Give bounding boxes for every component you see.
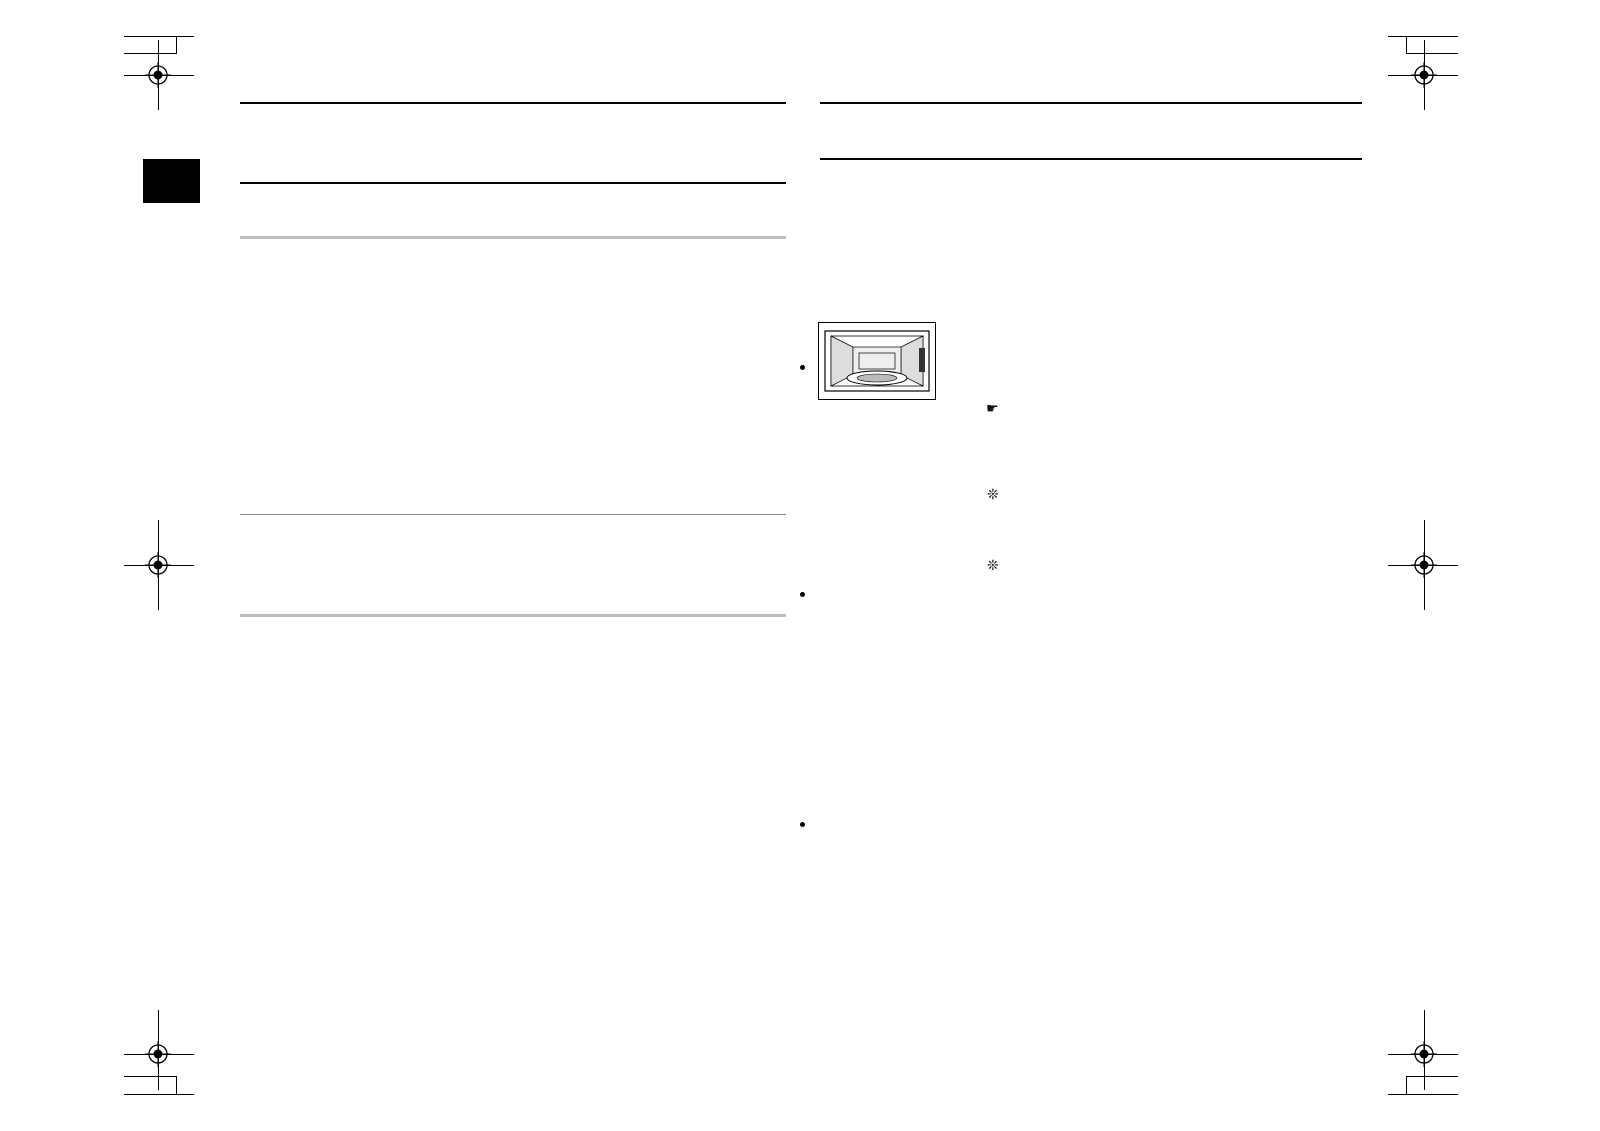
table-top-rule	[240, 236, 786, 239]
title-bottom-rule	[820, 158, 1362, 160]
registration-target-icon	[1411, 62, 1437, 88]
attention-star-icon: ❊	[987, 486, 999, 502]
fold-dot	[800, 822, 805, 827]
microwave-illustration	[818, 322, 936, 400]
title-bottom-rule	[240, 182, 786, 184]
registration-target-icon	[145, 62, 171, 88]
fold-dot	[800, 365, 805, 370]
title-top-rule	[240, 102, 786, 104]
language-tab	[143, 159, 200, 203]
registration-target-icon	[145, 1041, 171, 1067]
attention-star-icon: ❊	[987, 557, 999, 573]
registration-target-icon	[1411, 552, 1437, 578]
registration-target-icon	[1411, 1041, 1437, 1067]
table-bottom-rule	[240, 614, 786, 617]
registration-target-icon	[145, 552, 171, 578]
fold-dot	[800, 592, 805, 597]
pointing-hand-icon: ☛	[986, 400, 999, 416]
title-top-rule	[820, 102, 1362, 104]
table-row-divider	[240, 514, 786, 515]
microwave-oven-icon	[819, 323, 935, 399]
